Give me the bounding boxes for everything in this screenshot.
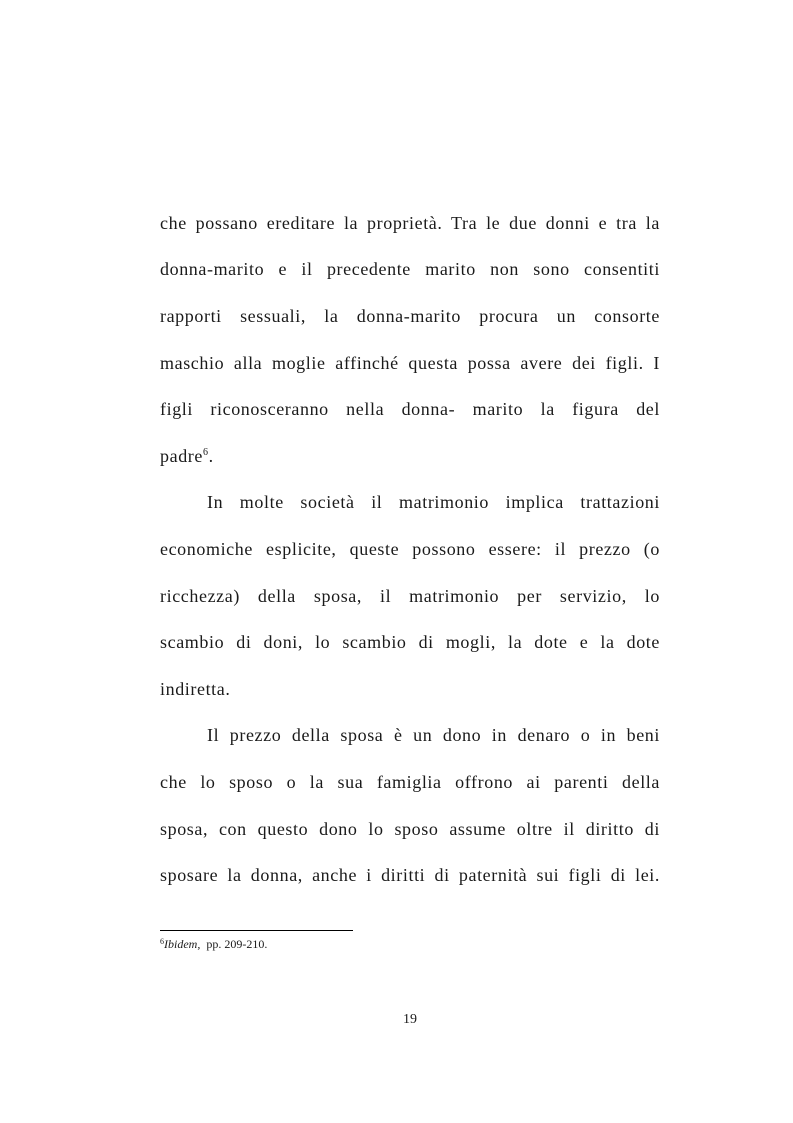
footnote-source: Ibidem, (164, 937, 201, 951)
body-line-with-footnote (160, 445, 660, 467)
footnote-pages: pp. 209-210. (200, 937, 268, 951)
body-line: scambio di doni, lo scambio di mogli, la dote e la dote (160, 632, 660, 652)
body-line: sposa, con questo dono lo sposo assume oltre il diritto di (160, 819, 660, 839)
body-line: donna-marito e il precedente marito non sono consentiti (160, 259, 660, 279)
footnote (160, 937, 267, 951)
body-line: che lo sposo o la sua famiglia offrono ai parenti della (160, 772, 660, 792)
footnote-separator (160, 930, 353, 931)
body-line: ricchezza) della sposa, il matrimonio per servizio, lo (160, 586, 660, 606)
body-line: maschio alla moglie affinché questa possa avere dei figli. I (160, 353, 660, 373)
body-line: economiche esplicite, queste possono essere: il prezzo (o (160, 539, 660, 559)
footnote-marker[interactable]: 6 (202, 447, 209, 458)
body-line: rapporti sessuali, la donna-marito procura un consorte (160, 306, 660, 326)
body-line: figli riconosceranno nella donna- marito la figura del (160, 399, 660, 419)
body-line: indiretta. (160, 679, 231, 699)
sentence-end: . (208, 446, 214, 466)
paragraph-first-line: In molte società il matrimonio implica trattazioni (207, 492, 660, 512)
body-line: che possano ereditare la proprietà. Tra le due donni e tra la (160, 213, 660, 233)
body-line: sposare la donna, anche i diritti di paternità sui figli di lei. (160, 865, 660, 885)
page-number: 19 (403, 1012, 417, 1027)
paragraph-first-line: Il prezzo della sposa è un dono in denaro o in beni (207, 725, 660, 745)
footnote-number: 6 (160, 937, 164, 946)
body-line-text: padre (160, 446, 203, 466)
